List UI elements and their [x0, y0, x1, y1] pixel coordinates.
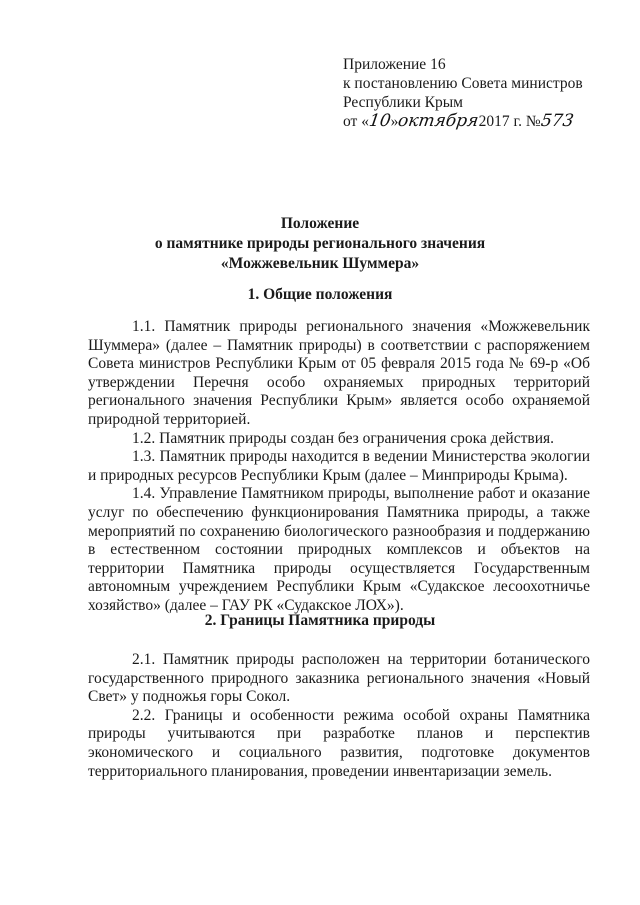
appendix-number: Приложение 16 [343, 56, 446, 73]
date-prefix: от « [343, 113, 369, 130]
paragraph-1-2: 1.2. Памятник природы создан без ограничения срока действия. [132, 429, 554, 447]
appendix-republic: Республики Крым [343, 94, 463, 111]
paragraph-2-1: 2.1. Памятник природы расположен на территории ботанического государственного природного заказника регионального значения «Новый Свет» у подножья горы Сокол. [88, 651, 590, 706]
title-line-1: Положение [280, 215, 360, 232]
paragraph-2-2: 2.2. Границы и особенности режима особой охраны Памятника природы учитываются при разработке планов и перспектив экономического и социального развития, подготовке документов территориального планирования, проведении инвентаризации земель. [88, 706, 590, 780]
date-year: 2017 г. № [478, 113, 541, 130]
date-mid: » [390, 113, 399, 130]
section-1-body [88, 318, 590, 616]
appendix-resolution: к постановлению Совета министров [343, 75, 583, 92]
handwritten-number: 573 [539, 111, 575, 131]
section-1-heading: 1. Общие положения [247, 286, 393, 303]
title-line-2: о памятнике природы регионального значения [154, 235, 486, 252]
section-2-heading: 2. Границы Памятника природы [204, 612, 436, 629]
appendix-header [343, 55, 623, 131]
title-line-3: «Можжевельник Шуммера» [220, 255, 420, 272]
document-title [0, 214, 640, 274]
paragraph-1-3: 1.3. Памятник природы находится в ведении Министерства экологии и природных ресурсов Республики Крым (далее – Минприроды Крыма). [88, 448, 590, 484]
paragraph-1-1: 1.1. Памятник природы регионального значения «Можжевельник Шуммера» (далее – Памятник природы) в соответствии с распоряжением Совета министров Республики Крым от 05 февраля 2015 года № 69-р «Об утверждении Перечня особо охраняемых природных территорий регионального значения Республики Крым» является особо охраняемой природной территорией. [88, 318, 590, 428]
appendix-date-line [343, 112, 623, 131]
paragraph-1-4: 1.4. Управление Памятником природы, выполнение работ и оказание услуг по обеспечению функционирования Памятника природы, а также мероприятий по сохранению биологического разнообразия и поддержанию в естественном состоянии природных комплексов и объектов на территории Памятника природы осуществляется Государственным автономным учреждением Республики Крым «Судакское лесоохотничье хозяйство» (далее – ГАУ РК «Судакское ЛОХ»). [88, 485, 590, 614]
handwritten-day: 10 [367, 111, 393, 131]
section-2-body [88, 651, 590, 781]
handwritten-month: октября [397, 111, 481, 131]
